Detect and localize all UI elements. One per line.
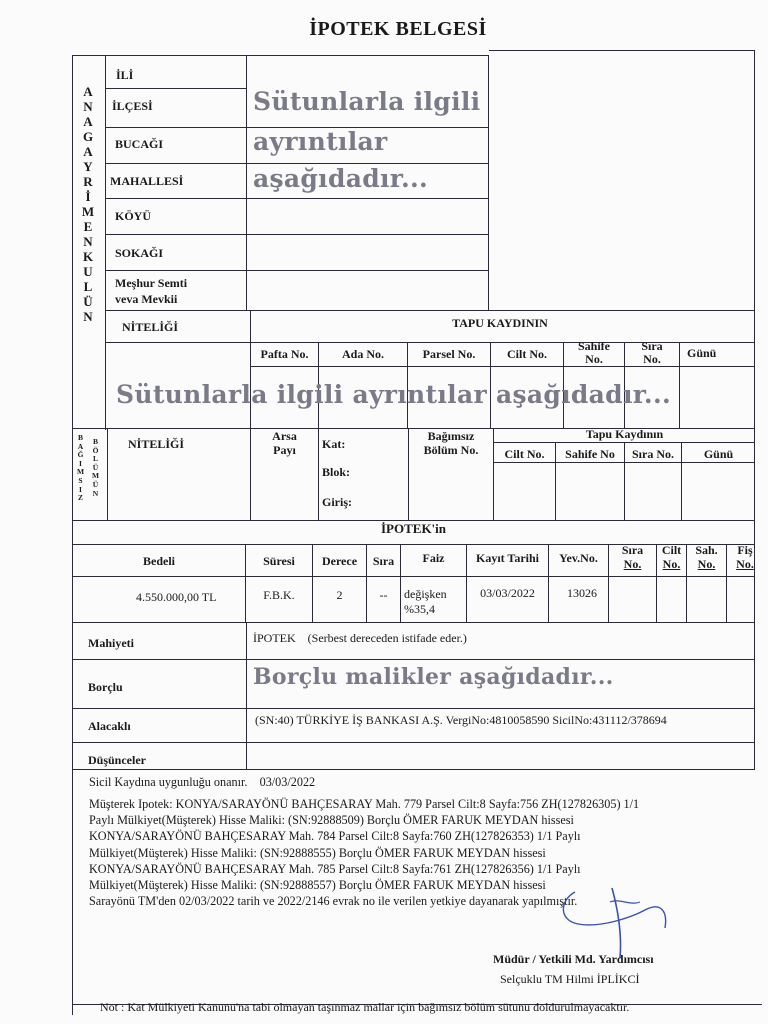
borclu-overlay: Borçlu malikler aşağıdadır... xyxy=(253,664,614,690)
vertical-letter: Y xyxy=(83,159,93,174)
bagimsiz-line2: Bölüm No. xyxy=(423,443,479,457)
tapu-kaydinin-sub-header: Tapu Kaydının xyxy=(585,427,664,441)
ipotek-sira-line1: Sıra xyxy=(621,543,644,557)
notes-line: KONYA/SARAYÖNÜ BAHÇESARAY Mah. 784 Parsel Cilt:8 Sayfa:760 ZH(127826353) 1/1 Paylı xyxy=(89,829,581,844)
ipotek-cilt-line1: Cilt xyxy=(661,543,682,557)
col-ipotek-sira-no xyxy=(609,543,656,571)
vertical-letter: E xyxy=(83,219,93,234)
location-overlay-line3: aşağıdadır... xyxy=(253,164,428,193)
vertical-letter: N xyxy=(83,309,93,324)
bolum-niteligi-label: NİTELİĞİ xyxy=(128,437,185,451)
col-ada-no: Ada No. xyxy=(341,347,384,361)
col-sira-line1: Sıra xyxy=(641,339,663,353)
bolum-col-gunu: Günü xyxy=(703,447,734,461)
col-ipotek-cilt-no xyxy=(657,543,686,571)
value-derece: 2 xyxy=(336,588,343,602)
bolum-col-sahife-no: Sahife No xyxy=(565,447,615,461)
vertical-letter: N xyxy=(92,488,99,498)
notes-line: Müşterek Ipotek: KONYA/SARAYÖNÜ BAHÇESARAY Mah. 779 Parsel Cilt:8 Sayfa:756 ZH(127826305) 1/1 xyxy=(89,797,640,811)
notes-line: Mülkiyet(Müşterek) Hisse Maliki: (SN:92888557) Borçlu ÖMER FARUK MEYDAN hissesi xyxy=(89,878,546,893)
vertical-letter: K xyxy=(82,249,94,264)
col-sahife-line1: Sahife xyxy=(577,339,610,353)
vertical-letter: I xyxy=(79,484,82,494)
label-koyu: KÖYÜ xyxy=(115,209,151,223)
vertical-letter: I xyxy=(79,458,82,468)
signature-name: Selçuklu TM Hilmi İPLİKCİ xyxy=(500,972,640,986)
page-title: İPOTEK BELGESİ xyxy=(309,18,487,40)
vertical-letter: L xyxy=(83,279,93,294)
label-ilcesi: İLÇESİ xyxy=(112,99,153,113)
alacakli-value: (SN:40) TÜRKİYE İŞ BANKASI A.Ş. VergiNo:4810058590 SicilNo:431112/378694 xyxy=(255,713,667,727)
vertical-letter: S xyxy=(78,475,83,485)
bagimsiz-vertical-label xyxy=(76,434,85,503)
vertical-letter: M xyxy=(81,204,95,219)
vertical-letter: A xyxy=(77,441,84,451)
arsa-line2: Payı xyxy=(273,443,296,457)
value-yev-no: 13026 xyxy=(567,586,597,600)
arsa-line1: Arsa xyxy=(272,429,297,443)
vertical-letter: G xyxy=(82,129,94,144)
ipotek-sah-line1: Sah. xyxy=(695,543,718,557)
col-derece: Derece xyxy=(321,554,358,568)
vertical-letter: N xyxy=(83,234,93,249)
label-mahallesi: MAHALLESİ xyxy=(110,174,184,188)
sicil-onay: Sicil Kaydına uygunluğu onanır. 03/03/2022 xyxy=(89,775,316,789)
vertical-letter: R xyxy=(83,174,93,189)
arsa-payi-label xyxy=(251,429,318,457)
kat-label: Kat: xyxy=(322,437,346,451)
vertical-letter: N xyxy=(83,99,93,114)
ipotek-fis-line2: No. xyxy=(736,557,754,571)
vertical-letter: L xyxy=(92,454,98,464)
vertical-letter: Ü xyxy=(83,294,93,309)
notes-line: Sarayönü TM'den 02/03/2022 tarih ve 2022/2146 evrak no ile verilen yetkiye dayanarak yapılmıştır. xyxy=(89,894,578,909)
col-bedeli: Bedeli xyxy=(143,554,175,568)
blok-label: Blok: xyxy=(322,465,351,479)
notes-line: Paylı Mülkiyet(Müşterek) Hisse Maliki: (SN:92888509) Borçlu ÖMER FARUK MEYDAN hissesi xyxy=(89,813,574,828)
notes-line: KONYA/SARAYÖNÜ BAHÇESARAY Mah. 785 Parsel Cilt:8 Sayfa:761 ZH(127826356) 1/1 Paylı xyxy=(89,861,581,876)
bolum-col-cilt-no: Cilt No. xyxy=(504,447,545,461)
signature-scribble xyxy=(520,880,680,960)
col-ipotek-fis-no xyxy=(727,543,763,571)
vertical-letter: M xyxy=(91,471,100,481)
col-kayit-tarihi: Kayıt Tarihi xyxy=(475,551,540,565)
giris-label: Giriş: xyxy=(322,495,352,509)
tapu-overlay: Sütunlarla ilgili ayrıntılar aşağıdadır... xyxy=(116,380,671,409)
value-faiz xyxy=(404,587,447,617)
col-ipotek-sah-no xyxy=(687,543,726,571)
vertical-letter: A xyxy=(83,114,93,129)
value-suresi: F.B.K. xyxy=(263,588,295,602)
location-overlay-line2: ayrıntılar xyxy=(253,127,388,156)
col-parsel-no: Parsel No. xyxy=(422,347,476,361)
ipotek-sira-line2: No. xyxy=(623,557,642,571)
vertical-letter: A xyxy=(83,144,93,159)
mahiyeti-label: Mahiyeti xyxy=(88,636,134,650)
vertical-letter: İ xyxy=(85,189,91,204)
vertical-letter: B xyxy=(92,437,98,446)
value-sira: -- xyxy=(379,588,388,602)
vertical-letter: A xyxy=(83,84,93,99)
label-sokagi: SOKAĞI xyxy=(115,246,164,260)
vertical-letter: Ü xyxy=(92,479,99,489)
bagimsiz-bolum-no-label xyxy=(409,429,493,457)
footer-note: Not : Kat Mülkiyeti Kanunu'na tabi olmayan taşınmaz mallar için bağımsız bölüm sütunu doldurulmayacaktır. xyxy=(100,1000,630,1014)
anagayrimenkulun-vertical-label xyxy=(81,84,95,324)
bolumun-vertical-label xyxy=(91,438,100,498)
mahiyeti-value: İPOTEK (Serbest dereceden istifade eder.) xyxy=(253,631,467,645)
col-sahife-no xyxy=(564,340,624,366)
bolum-col-sira-no: Sıra No. xyxy=(632,447,674,461)
borclu-label: Borçlu xyxy=(88,680,123,694)
vertical-letter: Z xyxy=(77,493,83,503)
vertical-letter: Ğ xyxy=(77,450,84,460)
ipotek-sah-line2: No. xyxy=(697,557,716,571)
signature-title: Müdür / Yetkili Md. Yardımcısı xyxy=(493,952,654,966)
bagimsiz-line1: Bağımsız xyxy=(427,429,475,443)
vertical-letter: B xyxy=(77,433,83,442)
value-faiz-line2: %35,4 xyxy=(404,602,435,616)
col-sira-line2: No. xyxy=(643,352,661,366)
value-bedeli: 4.550.000,00 TL xyxy=(136,590,217,604)
vertical-letter: M xyxy=(76,467,85,477)
ipotek-cilt-line2: No. xyxy=(662,557,681,571)
ipotek-fis-line1: Fiş xyxy=(737,543,753,557)
col-faiz: Faiz xyxy=(422,551,445,565)
col-yev-no: Yev.No. xyxy=(559,551,598,565)
col-cilt-no: Cilt No. xyxy=(507,347,547,361)
tapu-kaydinin-header: TAPU KAYDININ xyxy=(452,316,548,330)
alacakli-label: Alacaklı xyxy=(88,719,131,733)
label-niteligi: NİTELİĞİ xyxy=(122,320,179,334)
dusunceler-label: Düşünceler xyxy=(88,753,146,767)
vertical-letter: Ö xyxy=(92,445,99,455)
ipotek-header: İPOTEK'in xyxy=(380,521,447,536)
label-veva-mevkii: veva Mevkii xyxy=(115,292,178,306)
col-pafta-no: Pafta No. xyxy=(260,347,309,361)
col-gunu: Günü xyxy=(687,346,717,360)
label-meshur-semti: Meşhur Semti xyxy=(115,276,188,290)
col-sira-no xyxy=(625,340,679,366)
value-kayit-tarihi: 03/03/2022 xyxy=(480,586,535,600)
vertical-letter: U xyxy=(83,264,93,279)
vertical-letter: Ü xyxy=(92,462,99,472)
label-bucagi: BUCAĞI xyxy=(115,137,164,151)
label-ili: İLİ xyxy=(116,68,134,82)
col-sira: Sıra xyxy=(372,554,395,568)
value-faiz-line1: değişken xyxy=(404,587,447,601)
notes-line: Mülkiyet(Müşterek) Hisse Maliki: (SN:92888555) Borçlu ÖMER FARUK MEYDAN hissesi xyxy=(89,845,546,860)
col-suresi: Süresi xyxy=(263,554,295,568)
col-sahife-line2: No. xyxy=(585,352,603,366)
location-overlay-line1: Sütunlarla ilgili xyxy=(253,87,481,116)
